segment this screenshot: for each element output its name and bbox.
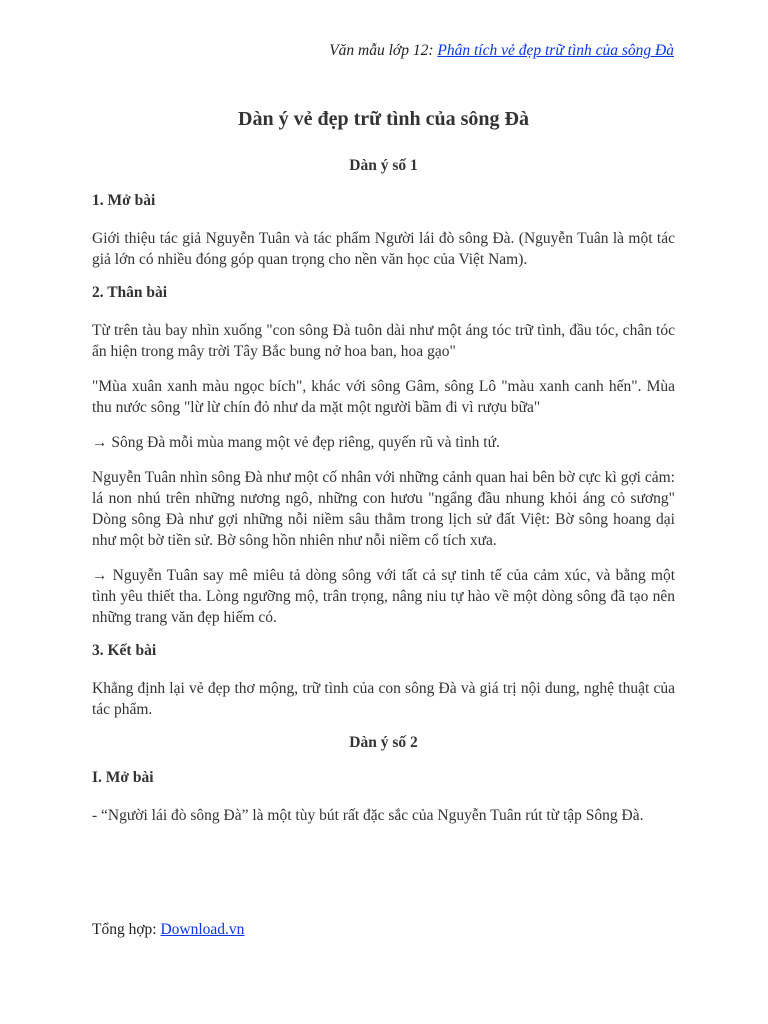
outline-2-section-1-heading: I. Mở bài xyxy=(92,769,154,786)
section-3-paragraph: Khẳng định lại vẻ đẹp thơ mộng, trữ tình của con sông Đà và giá trị nội dung, nghệ thuật của tác phẩm. xyxy=(92,680,675,718)
outline-1-label: Dàn ý số 1 xyxy=(349,157,418,174)
section-1-paragraph: Giới thiệu tác giả Nguyễn Tuân và tác phẩm Người lái đò sông Đà. (Nguyễn Tuân là một tác giả lớn có nhiều đóng góp quan trọng cho nền văn học của Việt Nam). xyxy=(92,230,675,268)
section-2-heading: 2. Thân bài xyxy=(92,284,168,301)
outline-2-label: Dàn ý số 2 xyxy=(349,734,418,751)
document-body xyxy=(92,108,675,840)
section-3-heading: 3. Kết bài xyxy=(92,642,157,659)
footer-source-link[interactable]: Download.vn xyxy=(160,921,245,938)
section-2-paragraph-3: → Sông Đà mỗi mùa mang một vẻ đẹp riêng, quyến rũ và tình tứ. xyxy=(92,434,500,451)
header-article-link[interactable]: Phân tích vẻ đẹp trữ tình của sông Đà xyxy=(437,42,674,59)
section-2-paragraph-2: "Mùa xuân xanh màu ngọc bích", khác với sông Gâm, sông Lô "màu xanh canh hến". Mùa thu nước sông "lừ lừ chín đỏ như da mặt một người bầm đi vì rượu bữa" xyxy=(92,378,675,416)
section-1-heading: 1. Mở bài xyxy=(92,192,156,209)
section-2-paragraph-4: Nguyễn Tuân nhìn sông Đà như một cố nhân với những cảnh quan hai bên bờ cực kì gợi cảm: lá non nhú trên những nương ngô, những con hươu "ngẩng đầu nhung khỏi áng cỏ sương" Dòng sông Đà như gợi những nỗi niềm sâu thẳm trong lịch sử đất Việt: Bờ sông hoang dại như một bờ tiền sử. Bờ sông hồn nhiên như nỗi niềm cổ tích xưa. xyxy=(92,469,675,549)
header-prefix: Văn mẫu lớp 12: xyxy=(329,42,438,59)
section-2-paragraph-1: Từ trên tàu bay nhìn xuống "con sông Đà tuôn dài như một áng tóc trữ tình, đầu tóc, chân tóc ẩn hiện trong mây trời Tây Bắc bung nở hoa ban, hoa gạo" xyxy=(92,322,675,360)
document-title: Dàn ý vẻ đẹp trữ tình của sông Đà xyxy=(238,108,529,130)
outline-2-section-1-paragraph: - “Người lái đò sông Đà” là một tùy bút rất đặc sắc của Nguyễn Tuân rút từ tập Sông Đà. xyxy=(92,807,644,824)
page-header xyxy=(329,42,674,60)
section-2-paragraph-5: → Nguyễn Tuân say mê miêu tả dòng sông với tất cả sự tinh tế của cảm xúc, và bằng một tình yêu thiết tha. Lòng ngưỡng mộ, trân trọng, nâng niu tự hào về một dòng sông đã tạo nên những trang văn đẹp hiếm có. xyxy=(92,567,675,626)
page-footer xyxy=(92,921,244,939)
footer-prefix: Tổng hợp: xyxy=(92,921,161,938)
